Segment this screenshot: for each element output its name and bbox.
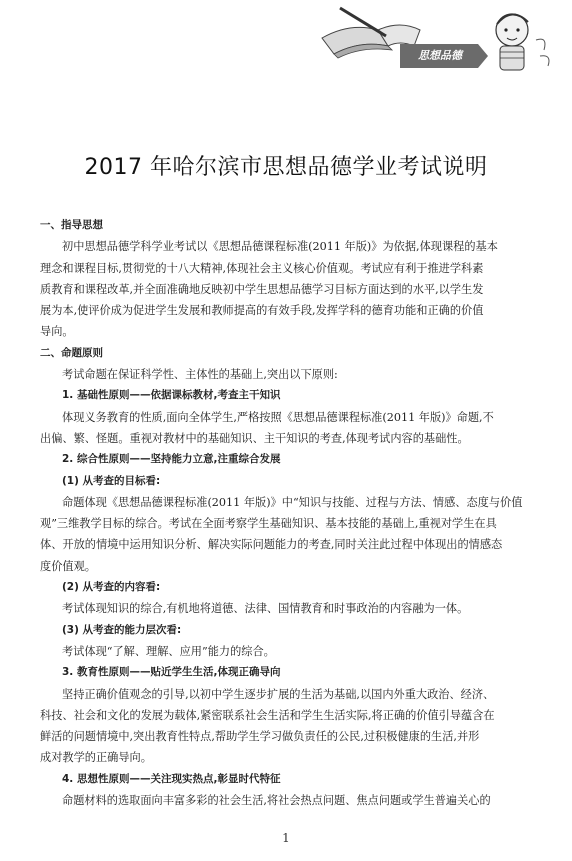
- paragraph-line: 体现义务教育的性质,面向全体学生,严格按照《思想品德课程标准(2011 年版)》命题,不: [62, 410, 494, 424]
- paragraph-line: 坚持正确价值观念的引导,以初中学生逐步扩展的生活为基础,以国内外重大政治、经济、: [62, 687, 495, 701]
- section-heading: 3. 教育性原则——贴近学生生活,体现正确导向: [62, 666, 281, 679]
- page-number: 1: [282, 831, 290, 845]
- paragraph-line: 命题材料的选取面向丰富多彩的社会生活,将社会热点问题、焦点问题或学生普遍关心的: [62, 794, 491, 808]
- paragraph-line: 成对教学的正确导向。: [40, 751, 152, 765]
- paragraph-line: 考试命题在保证科学性、主体性的基础上,突出以下原则:: [62, 368, 338, 382]
- section-heading: (1) 从考查的目标看:: [62, 474, 161, 487]
- section-heading: 4. 思想性原则——关注现实热点,彰显时代特征: [62, 772, 281, 785]
- paragraph-line: 考试体现知识的综合,有机地将道德、法律、国情教育和时事政治的内容融为一体。: [62, 602, 469, 616]
- paragraph-line: 质教育和课程改革,并全面准确地反映初中学生思想品德学习目标方面达到的水平,以学生发: [40, 282, 484, 296]
- header-illustration: [0, 0, 572, 80]
- paragraph-line: 导向。: [40, 325, 74, 339]
- section-heading: (2) 从考查的内容看:: [62, 581, 161, 594]
- paragraph-line: 科技、社会和文化的发展为载体,紧密联系社会生活和学生生活实际,将正确的价值引导蕴含在: [40, 708, 495, 722]
- document-body: [40, 215, 550, 811]
- paragraph-line: 命题体现《思想品德课程标准(2011 年版)》中“知识与技能、过程与方法、情感、态度与价值: [62, 495, 523, 509]
- page-title: 2017 年哈尔滨市思想品德学业考试说明: [84, 155, 488, 180]
- paragraph-line: 理念和课程目标,贯彻党的十八大精神,体现社会主义核心价值观。考试应有利于推进学科素: [40, 261, 484, 275]
- section-heading: 2. 综合性原则——坚持能力立意,注重综合发展: [62, 453, 281, 466]
- paragraph-line: 体、开放的情境中运用知识分析、解决实际问题能力的考查,同时关注此过程中体现出的情感态: [40, 538, 503, 552]
- section-heading: (3) 从考查的能力层次看:: [62, 623, 182, 636]
- paragraph-line: 鲜活的问题情境中,突出教育性特点,帮助学生学习做负责任的公民,过积极健康的生活,并形: [40, 730, 480, 744]
- paragraph-line: 观”三维教学目标的综合。考试在全面考察学生基础知识、基本技能的基础上,重视对学生在具: [40, 517, 497, 531]
- section-heading: 二、命题原则: [40, 346, 103, 359]
- paragraph-line: 展为本,使评价成为促进学生发展和教师提高的有效手段,发挥学科的德育功能和正确的价值: [40, 304, 484, 318]
- subject-tag: 思想品德: [418, 49, 462, 62]
- paragraph-line: 出偏、繁、怪题。重视对教材中的基础知识、主干知识的考查,体现考试内容的基础性。: [40, 431, 469, 445]
- section-heading: 1. 基础性原则——依据课标教材,考查主干知识: [62, 389, 281, 402]
- book-and-student-illustration: [0, 0, 572, 80]
- paragraph-line: 度价值观。: [40, 559, 96, 573]
- section-heading: 一、指导思想: [40, 219, 103, 231]
- paragraph-line: 考试体现“了解、理解、应用”能力的综合。: [62, 644, 275, 658]
- paragraph-line: 初中思想品德学科学业考试以《思想品德课程标准(2011 年版)》为依据,体现课程的基本: [62, 240, 498, 254]
